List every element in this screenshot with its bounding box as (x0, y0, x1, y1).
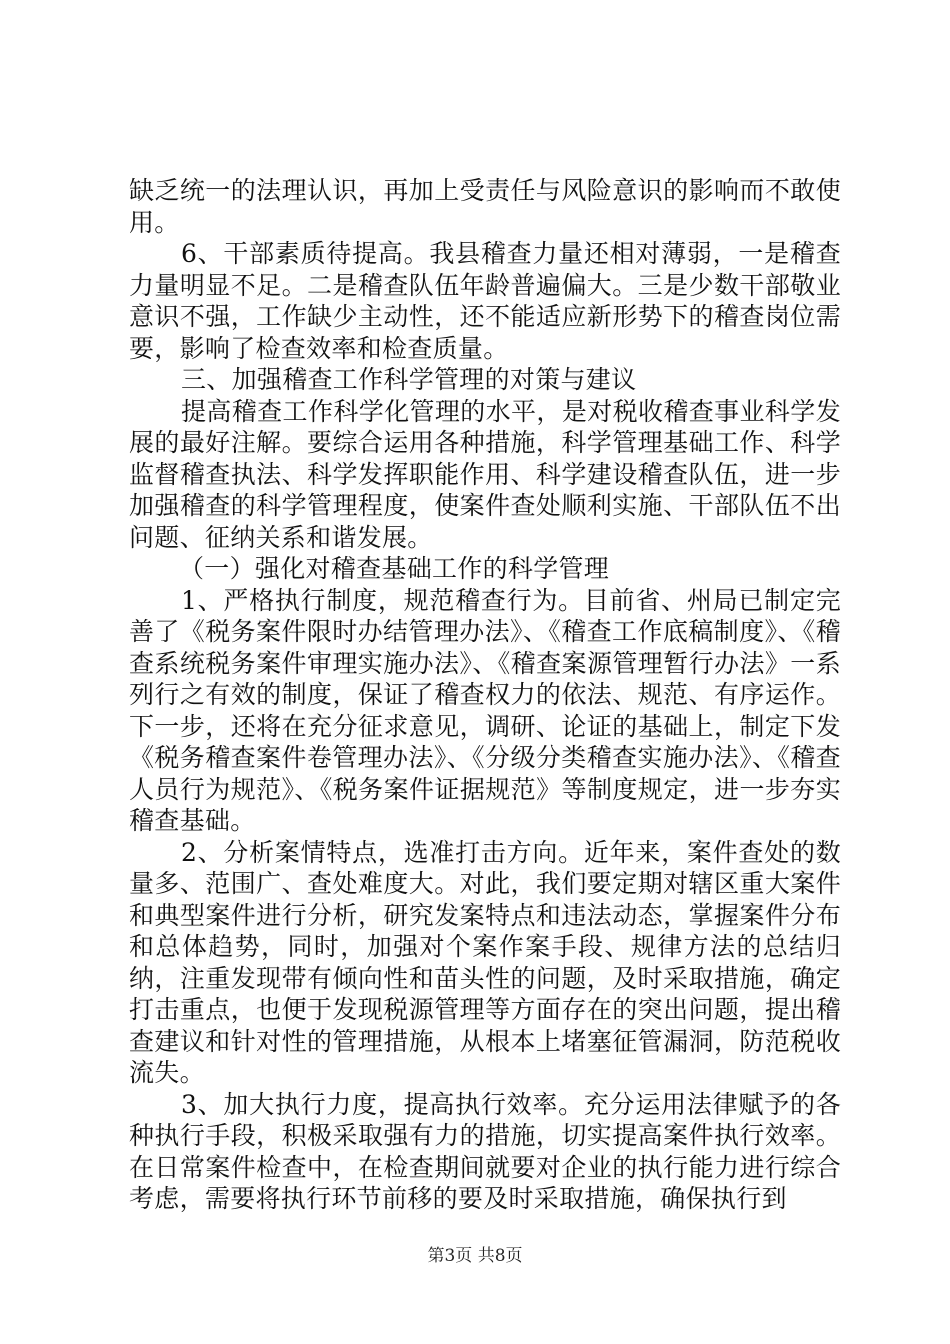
paragraph-item-1: 1、严格执行制度，规范稽查行为。目前省、州局已制定完善了《税务案件限时办结管理办法》、《稽查工作底稿制度》、《稽查系统税务案件审理实施办法》、《稽查案源管理暂行办法》一系列行之有效的制度，保证了稽查权力的依法、规范、有序运作。下一步，还将在充分征求意见，调研、论证的基础上，制定下发《税务稽查案件卷管理办法》、《分级分类稽查实施办法》、《稽查人员行为规范》、《税务案件证据规范》等制度规定，进一步夯实稽查基础。 (129, 585, 841, 835)
paragraph-item-3: 3、加大执行力度，提高执行效率。充分运用法律赋予的各种执行手段，积极采取强有力的措施，切实提高案件执行效率。在日常案件检查中，在检查期间就要对企业的执行能力进行综合考虑，需要将执行环节前移的要及时采取措施，确保执行到 (129, 1089, 841, 1213)
subsection-heading-one: （一）强化对稽查基础工作的科学管理 (179, 554, 610, 583)
page-number-footer: 第3页 共8页 (427, 1246, 523, 1266)
paragraph-scientific-management: 提高稽查工作科学化管理的水平，是对税收稽查事业科学发展的最好注解。要综合运用各种措施，科学管理基础工作、科学监督稽查执法、科学发挥职能作用、科学建设稽查队伍，进一步加强稽查的科学管理程度，使案件查处顺利实施、干部队伍不出问题、征纳关系和谐发展。 (129, 396, 841, 552)
document-body (129, 175, 841, 1215)
section-heading-three: 三、加强稽查工作科学管理的对策与建议 (181, 365, 637, 394)
paragraph-cadre-quality: 6、干部素质待提高。我县稽查力量还相对薄弱，一是稽查力量明显不足。二是稽查队伍年龄普遍偏大。三是少数干部敬业意识不强，工作缺少主动性，还不能适应新形势下的稽查岗位需要，影响了检查效率和检查质量。 (129, 239, 841, 363)
paragraph-continuation: 缺乏统一的法理认识，再加上受责任与风险意识的影响而不敢使用。 (129, 176, 841, 237)
paragraph-item-2: 2、分析案情特点，选准打击方向。近年来，案件查处的数量多、范围广、查处难度大。对此，我们要定期对辖区重大案件和典型案件进行分析，研究发案特点和违法动态，掌握案件分布和总体趋势，同时，加强对个案作案手段、规律方法的总结归纳，注重发现带有倾向性和苗头性的问题，及时采取措施，确定打击重点，也便于发现税源管理等方面存在的突出问题，提出稽查建议和针对性的管理措施，从根本上堵塞征管漏洞，防范税收流失。 (129, 837, 841, 1087)
